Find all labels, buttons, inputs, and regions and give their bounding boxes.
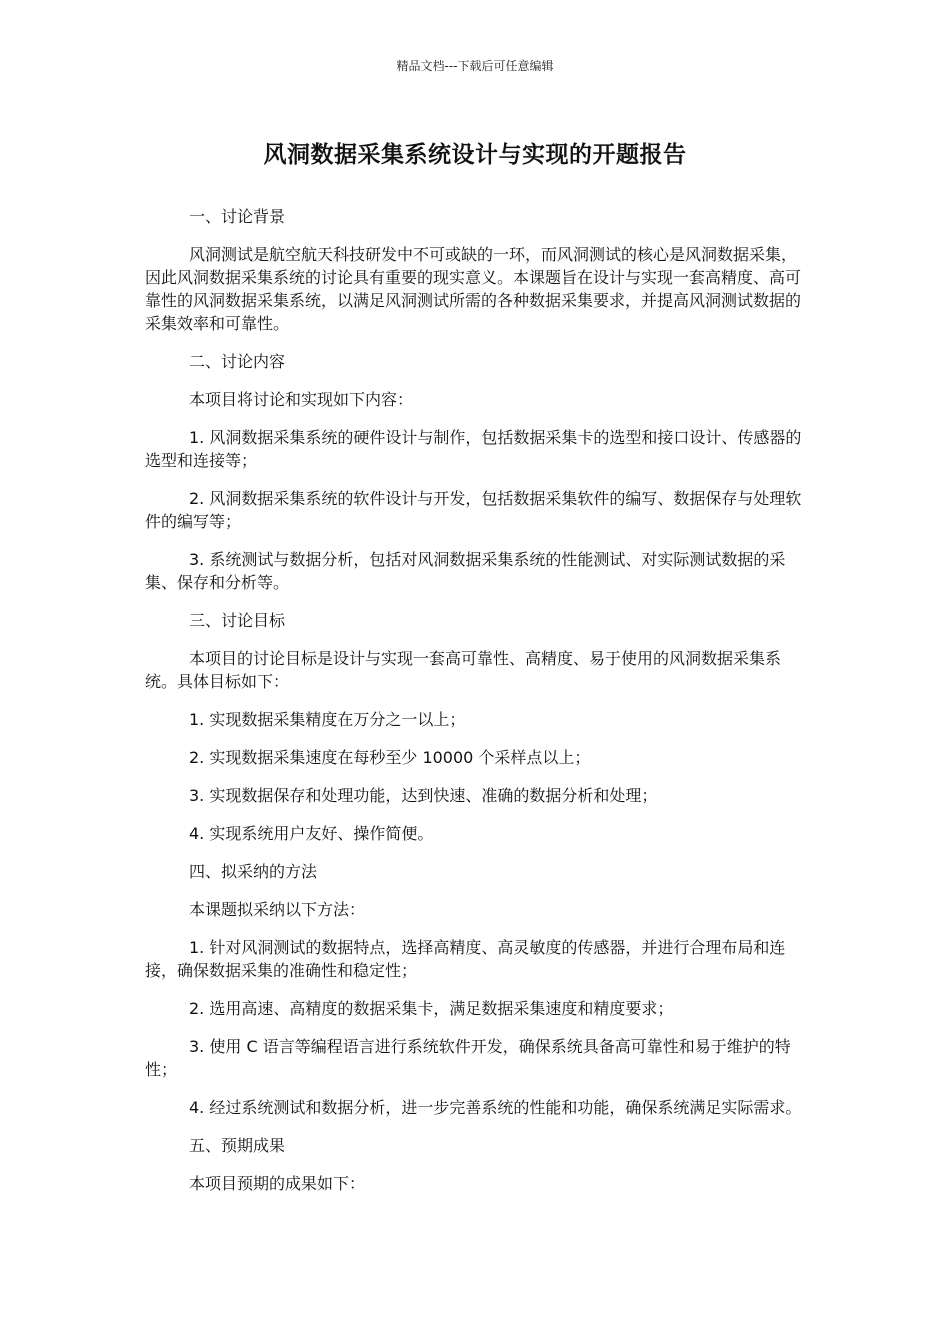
section-heading-results: 五、预期成果 xyxy=(189,1136,286,1155)
list-item-goal-3: 3. 实现数据保存和处理功能，达到快速、准确的数据分析和处理； xyxy=(189,786,658,805)
list-item-goal-1: 1. 实现数据采集精度在万分之一以上； xyxy=(189,710,466,729)
document-title: 风洞数据采集系统设计与实现的开题报告 xyxy=(263,142,687,168)
section-heading-background: 一、讨论背景 xyxy=(189,207,286,226)
list-item-method-2: 2. 选用高速、高精度的数据采集卡，满足数据采集速度和精度要求； xyxy=(189,999,674,1018)
section-heading-goals: 三、讨论目标 xyxy=(189,611,286,630)
paragraph-results-intro: 本项目预期的成果如下： xyxy=(189,1174,366,1193)
list-item-content-3: 3. 系统测试与数据分析，包括对风洞数据采集系统的性能测试、对实际测试数据的采集、保存和分析等。 xyxy=(145,550,786,592)
paragraph-content-intro: 本项目将讨论和实现如下内容： xyxy=(189,390,414,409)
list-item-method-1: 1. 针对风洞测试的数据特点，选择高精度、高灵敏度的传感器，并进行合理布局和连接，确保数据采集的准确性和稳定性； xyxy=(145,938,786,980)
list-item-content-2: 2. 风洞数据采集系统的软件设计与开发，包括数据采集软件的编写、数据保存与处理软件的编写等； xyxy=(145,489,802,531)
list-item-goal-2: 2. 实现数据采集速度在每秒至少 10000 个采样点以上； xyxy=(189,748,591,767)
paragraph-background: 风洞测试是航空航天科技研发中不可或缺的一环，而风洞测试的核心是风洞数据采集，因此风洞数据采集系统的讨论具有重要的现实意义。本课题旨在设计与实现一套高精度、高可靠性的风洞数据采集系统，以满足风洞测试所需的各种数据采集要求，并提高风洞测试数据的采集效率和可靠性。 xyxy=(145,245,802,333)
list-item-method-4: 4. 经过系统测试和数据分析，进一步完善系统的性能和功能，确保系统满足实际需求。 xyxy=(189,1098,802,1117)
header-note: 精品文档---下载后可任意编辑 xyxy=(396,59,554,73)
section-heading-methods: 四、拟采纳的方法 xyxy=(189,862,318,881)
section-heading-content: 二、讨论内容 xyxy=(189,352,286,371)
list-item-method-3: 3. 使用 C 语言等编程语言进行系统软件开发，确保系统具备高可靠性和易于维护的特性； xyxy=(145,1037,791,1079)
paragraph-goals-intro: 本项目的讨论目标是设计与实现一套高可靠性、高精度、易于使用的风洞数据采集系统。具体目标如下： xyxy=(145,649,782,691)
list-item-goal-4: 4. 实现系统用户友好、操作简便。 xyxy=(189,824,434,843)
paragraph-methods-intro: 本课题拟采纳以下方法： xyxy=(189,900,366,919)
document-body xyxy=(145,205,807,1210)
list-item-content-1: 1. 风洞数据采集系统的硬件设计与制作，包括数据采集卡的选型和接口设计、传感器的选型和连接等； xyxy=(145,428,802,470)
